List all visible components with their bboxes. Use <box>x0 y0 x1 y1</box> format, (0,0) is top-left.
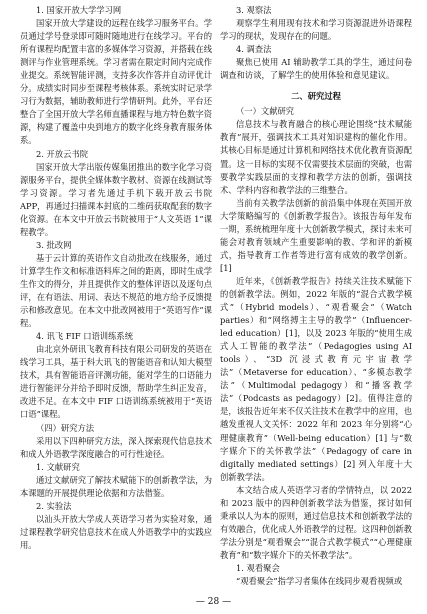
item-heading: 1. 观看聚会 <box>236 562 280 573</box>
body-paragraph: 本文结合成人英语学习者的学情特点，以 2022 和 2023 版中的四种创新教学法为借鉴，探讨如何秉承以人为本的原则，通过信息技术和创新教学法的有效融合，优化成人外语教学的过程。这四种创新教学法分别是“观看聚会”“混合式教学模式”“心理健康教育”和“数字媒介下的关怀教学法”。 <box>220 484 412 560</box>
page-number: — 28 — <box>195 597 232 607</box>
item-heading: 3. 观察法 <box>236 5 272 15</box>
subsection-heading: （四）研究方法 <box>36 422 95 433</box>
item-heading: 4. 调查法 <box>236 44 272 55</box>
left-column <box>20 4 212 588</box>
body-paragraph: 采用以下四种研究方法，深入探索现代信息技术和成人外语教学深度融合的可行性途径。 <box>20 435 212 459</box>
item-heading: 3. 批改网 <box>36 239 72 250</box>
body-paragraph: 以汕头开放大学成人英语学习者为实验对象，通过课程教学研究信息技术在成人外语教学中的实践应用。 <box>20 513 212 550</box>
item-heading: 4. 讯飞 FIF 口语训练系统 <box>36 331 133 342</box>
body-paragraph: 基于云计算的英语作文自动批改在线服务，通过计算学生作文和标准语料库之间的距离，即时生成学生作文的得分，并且提供作文的整体评语以及逐句点评，在有语法、用词、表达不规范的地方给予反馈提示和修改意见。在本文中批改网被用于“英语写作”课程。 <box>20 252 212 329</box>
body-paragraph: 观察学生利用现有技术和学习资源混进外语课程学习的现状，发现存在的问题。 <box>220 18 412 42</box>
body-paragraph: 通过文献研究了解技术赋能下的创新教学法，为本课题的开展提供理论依据和方法借鉴。 <box>20 474 212 498</box>
body-paragraph: 近年来，《创新教学报告》持续关注技术赋能下的创新教学法。例如，2022 年版的“混合式教学模式”（Hybrid models）、“观看聚会”（Watch parties）和“网络搏主主导的教学”（Influencer-led education）[1]，以及 2023 年版的“使用生成式人工智能的教学法”（Pedagogies using AI tools）、“3D 沉浸式教育元宇宙教学法”（Metaverse for education）、“多模态教学法”（Multimodal pedagogy）和“播客教学法”（Podcasts as pedagogy）[2]。值得注意的是，该报告近年来不仅关注技术在教学中的应用，也越发重视人文关怀：2022 年和 2023 年分别将“心理健康教育”（Well-being education）[1] 与“数字媒介下的关怀教学法”（Pedagogy of care in digitally mediated settings）[2] 列入年度十大创新教学法。 <box>220 275 412 482</box>
subsection-heading: （一）文献研究 <box>236 106 295 117</box>
body-paragraph: 信息技术与教育融合的核心理论围绕“技术赋能教育”展开，强调技术工具对知识建构的催化作用。其核心目标是通过计算机和网络技术优化教育资源配置。这一目标的实现不仅需要技术层面的突破，也需要教学实践层面的支撑和教学方法的创新，强调技术、学科内容和教学法的三维整合。 <box>220 119 412 195</box>
item-heading: 1. 国家开放大学学习网 <box>36 5 122 15</box>
body-paragraph: 国家开放大学出版传媒集团推出的数字化学习资源服务平台，提供全媒体数字教材、资源在线测试等学习资源。学习者先通过手机下载开放云书院 APP，再通过扫描课本封底的二维码获取配套的数字化资源。在本文中开放云书院被用于“人文英语 1”课程教学。 <box>20 161 212 237</box>
item-heading: 1. 文献研究 <box>36 461 80 472</box>
item-heading: 2. 实验法 <box>36 500 72 511</box>
item-heading: 2. 开放云书院 <box>36 148 89 159</box>
body-paragraph: 聚焦已使用 AI 辅助教学工具的学生，通过问卷调查和访谈，了解学生的使用体验和意见建议。 <box>220 57 412 81</box>
body-paragraph: 由北京外研讯飞教育科技有限公司研发的英语在线学习工具，基于科大讯飞的智能语音和认知大模型技术，具有智能语音评测功能，能对学生的口语能力进行智能评分并给予即时反馈，帮助学生纠正发音，改进不足。在本文中 FIF 口语训练系统被用于“英语口语”课程。 <box>20 344 212 420</box>
body-paragraph: 当前有关教学法创新的前沿集中体现在英国开放大学策略编写的《创新教学报告》。该报告每年发布一期，系统梳理年度十大创新教学模式，探讨未来可能会对教育领域产生重要影响的教、学和评的新模式，指导教育工作者等进行富有成效的教学创新。[1] <box>220 197 412 273</box>
body-paragraph: 国家开放大学建设的远程在线学习服务平台。学员通过学号登录即可随时随地进行在线学习。平台的所有课程均配置丰富的多媒体学习资源，并搭载在线测评与作业管理系统。学习者需在限定时间内完成作业提交。系统智能评测，支持多次作答并自动评优计分。成绩实时同步至课程考核体系。系统实时记录学习行为数据，辅助教师进行学情研判。此外，平台还整合了全国开放大学名师直播课程与地方特色数字资源，构建了覆盖中央到地方的数字化终身教育服务体系。 <box>20 18 212 146</box>
section-heading: 二、研究过程 <box>291 91 341 102</box>
right-column <box>220 4 412 588</box>
section-gap <box>220 82 412 88</box>
body-paragraph: “观看聚会”指学习者集体在线同步观看视频或 <box>236 576 403 587</box>
